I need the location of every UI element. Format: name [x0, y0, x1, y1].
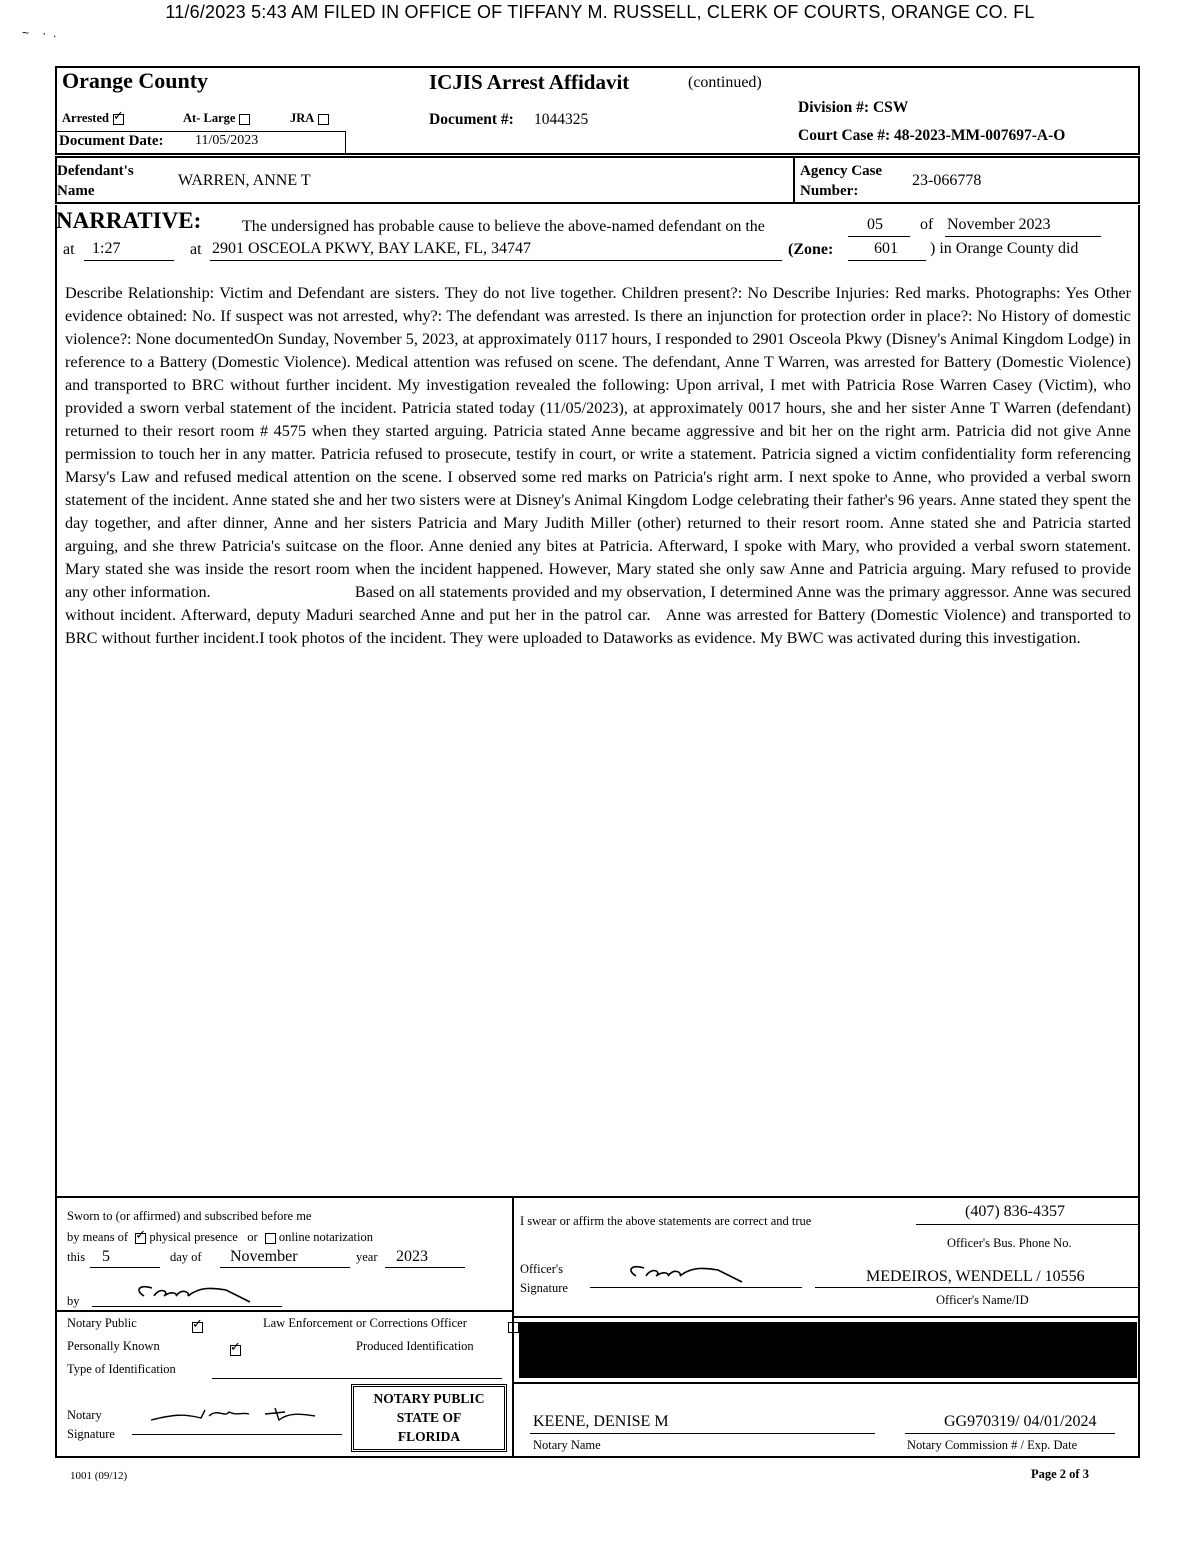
zone-underline [848, 260, 926, 261]
form-number: 1001 (09/12) [70, 1470, 128, 1482]
court-case-value: 48-2023-MM-007697-A-O [894, 127, 1066, 144]
officer-name-label: Officer's Name/ID [936, 1293, 1029, 1307]
notary-public-label: Notary Public [67, 1316, 137, 1330]
type-of-id-underline [212, 1378, 502, 1379]
form-title: ICJIS Arrest Affidavit [429, 70, 630, 94]
defendant-divider [793, 156, 795, 204]
notary-name: KEENE, DENISE M [533, 1413, 669, 1430]
court-case-label: Court Case #: [798, 127, 891, 144]
court-case-row [798, 127, 1065, 145]
officer-phone: (407) 836-4357 [965, 1203, 1065, 1220]
address-underline [210, 260, 782, 261]
filing-stamp: 11/6/2023 5:43 AM FILED IN OFFICE OF TIFFANY M. RUSSELL, CLERK OF COURTS, ORANGE CO. FL [165, 2, 1035, 22]
sworn-signature-icon [130, 1282, 260, 1308]
at-label-2: at [190, 241, 202, 258]
jra-checkbox[interactable] [318, 114, 329, 125]
commission-label: Notary Commission # / Exp. Date [907, 1438, 1078, 1452]
at-large-label: At- Large [183, 111, 236, 125]
agency-case-number: 23-066778 [912, 172, 982, 189]
narrative-of: of [920, 216, 934, 233]
online-notarization-checkbox[interactable] [265, 1233, 276, 1244]
arrested-label: Arrested [62, 111, 109, 125]
defendant-name: WARREN, ANNE T [178, 172, 311, 189]
sworn-day: 5 [102, 1248, 110, 1265]
zone-label: (Zone: [788, 241, 834, 258]
status-arrested [62, 111, 124, 126]
sworn-month: November [230, 1248, 298, 1265]
commission-underline [905, 1433, 1115, 1434]
notary-signature-underline [132, 1434, 342, 1435]
sworn-year-underline [385, 1267, 465, 1268]
document-number: 1044325 [534, 111, 589, 128]
officer-divider [514, 1316, 1140, 1318]
narrative-day: 05 [867, 216, 883, 233]
officer-signature-label [520, 1260, 568, 1298]
status-at-large [183, 111, 250, 126]
notary-stamp [351, 1384, 507, 1452]
law-enforcement-checkbox[interactable] [508, 1322, 519, 1333]
day-underline [848, 236, 910, 237]
defendant-label-line2: Name [57, 183, 95, 199]
personally-known-label: Personally Known [67, 1339, 160, 1353]
continued-label: (continued) [688, 74, 762, 91]
officer-signature-icon [622, 1262, 752, 1288]
narrative-address: 2901 OSCEOLA PKWY, BAY LAKE, FL, 34747 [212, 240, 531, 257]
narrative-intro: The undersigned has probable cause to believe the above-named defendant on the [242, 218, 765, 235]
division-label: Division #: [798, 99, 870, 116]
notary-commission: GG970319/ 04/01/2024 [944, 1413, 1097, 1430]
phone-underline [916, 1224, 1138, 1225]
arrested-checkbox[interactable] [113, 114, 124, 125]
phone-label: Officer's Bus. Phone No. [947, 1236, 1072, 1250]
jra-label: JRA [290, 111, 315, 125]
division-value: CSW [872, 99, 909, 116]
sworn-month-underline [220, 1267, 350, 1268]
sworn-line1: Sworn to (or affirmed) and subscribed before me [67, 1209, 312, 1223]
sworn-year: 2023 [396, 1248, 428, 1265]
officer-signature-label-line1: Officer's [520, 1262, 563, 1276]
redaction-bar [519, 1322, 1137, 1378]
agency-case-label [800, 161, 882, 201]
agency-case-label-line1: Agency Case [800, 163, 883, 179]
zone-value: 601 [874, 240, 898, 257]
scan-speck: ~ · . [22, 26, 57, 40]
signature-top-rule [55, 1196, 1140, 1198]
document-number-label: Document #: [429, 111, 514, 128]
at-label: at [63, 241, 75, 258]
officer-name-id: MEDEIROS, WENDELL / 10556 [866, 1268, 1085, 1285]
narrative-time: 1:27 [92, 240, 121, 257]
document-date-label: Document Date: [59, 133, 164, 149]
time-underline [84, 260, 174, 261]
status-jra [290, 111, 329, 126]
signature-left-rule [55, 1198, 57, 1458]
county-title: Orange County [62, 68, 209, 93]
by-underline [92, 1306, 282, 1307]
defendant-label [57, 161, 134, 201]
physical-presence-checkbox[interactable] [135, 1233, 146, 1244]
notary-divider [514, 1382, 1140, 1384]
stamp-line1: NOTARY PUBLIC [373, 1391, 485, 1406]
stamp-line2: STATE OF [396, 1410, 462, 1425]
by-means-label: by means of [67, 1230, 129, 1244]
narrative-text: Describe Relationship: Victim and Defendant are sisters. They do not live together. Children present?: No Describe Injuries: Red marks. Photographs: Yes Other evidence obtained: No. If suspect was not arrested, why?: The defendant was arrested. Is there an injunction for protection order in place?: No History of domestic violence?: None documentedOn Sunday, November 5, 2023, at approximately 0117 hours, I responded to 2901 Osceola Pkwy (Disney's Animal Kingdom Lodge) in reference to a Battery (Domestic Violence). Medical attention was refused on scene. The defendant, Anne T Warren, was arrested for Battery (Domestic Violence) and transported to BRC without further incident. My investigation revealed the following: Upon arrival, I met with Patricia Rose Warren Casey (Victim), who provided a sworn verbal statement of the incident. Patricia stated today (11/05/2023), at approximately 0017 hours, she and her sister Anne T Warren (defendant) returned to their resort room # 4575 when they started arguing. Patricia stated Anne became aggressive and bit her on the right arm. Patricia did not give Anne permission to touch her in any matter. Patricia refused to prosecute, testify in court, or write a statement. Patricia signed a victim confidentiality form referencing Marsy's Law and refused medical attention on the scene. I observed some red marks on Patricia's right arm. I next spoke to Anne, who provided a verbal sworn statement of the incident. Anne stated she and her two sisters were at Disney's Animal Kingdom Lodge celebrating their father's 96 years. Anne stated they spent the day together, and after dinner, Anne and her sisters Patricia and Mary Judith Miller (other) returned to their resort room. Anne stated she and Patricia started arguing, and she threw Patricia's suitcase on the floor. Anne denied any bites at Patricia. Afterward, I spoke with Mary, who provided a verbal sworn statement. Mary stated she was inside the resort room when the incident happened. However, Mary stated she only saw Anne and Patricia arguing. Mary refused to provide any other information. Based on all statements provided and my observation, I determined Anne was the primary aggressor. Anne was secured without incident. Afterward, deputy Maduri searched Anne and put her in the patrol car. Anne was arrested for Battery (Domestic Violence) and transported to BRC without further incident.I took photos of the incident. They were uploaded to Dataworks as evidence. My BWC was activated during this investigation. [65, 284, 1136, 647]
law-enforcement-label: Law Enforcement or Corrections Officer [263, 1316, 467, 1330]
sworn-divider [55, 1310, 514, 1312]
officer-name-underline [815, 1287, 1138, 1288]
stamp-line3: FLORIDA [397, 1429, 461, 1444]
officer-signature-underline [590, 1287, 802, 1288]
by-label: by [67, 1294, 80, 1308]
signature-bottom-rule [55, 1456, 1140, 1458]
day-of-label: day of [170, 1250, 202, 1264]
means-row [67, 1230, 373, 1245]
narrative-title: NARRATIVE: [56, 208, 202, 233]
sworn-day-underline [90, 1267, 160, 1268]
this-label: this [67, 1250, 86, 1264]
or-label: or [247, 1230, 258, 1244]
type-of-id-label: Type of Identification [67, 1362, 176, 1376]
notary-public-checkbox[interactable] [192, 1322, 203, 1333]
notary-signature-icon [145, 1402, 335, 1426]
county-did: ) in Orange County did [930, 240, 1079, 257]
document-date-value: 11/05/2023 [195, 133, 259, 148]
page-number: Page 2 of 3 [1031, 1467, 1089, 1481]
produced-id-label: Produced Identification [356, 1339, 474, 1353]
notary-signature-label-line2: Signature [67, 1427, 115, 1441]
physical-presence-label: physical presence [149, 1230, 238, 1244]
notary-signature-label-line1: Notary [67, 1408, 102, 1422]
at-large-checkbox[interactable] [239, 114, 250, 125]
agency-case-label-line2: Number: [800, 183, 859, 199]
notary-signature-label [67, 1406, 115, 1444]
officer-signature-label-line2: Signature [520, 1281, 568, 1295]
swear-text: I swear or affirm the above statements are correct and true [520, 1214, 812, 1228]
month-underline [945, 236, 1101, 237]
division-row [798, 99, 908, 117]
defendant-label-line1: Defendant's [57, 163, 134, 179]
year-label: year [356, 1250, 378, 1264]
signature-right-rule [1138, 1198, 1140, 1458]
personally-known-checkbox[interactable] [230, 1345, 241, 1356]
notary-name-label: Notary Name [533, 1438, 601, 1452]
online-notarization-label: online notarization [278, 1230, 373, 1244]
notary-name-underline [530, 1433, 875, 1434]
narrative-month-year: November 2023 [947, 216, 1051, 233]
